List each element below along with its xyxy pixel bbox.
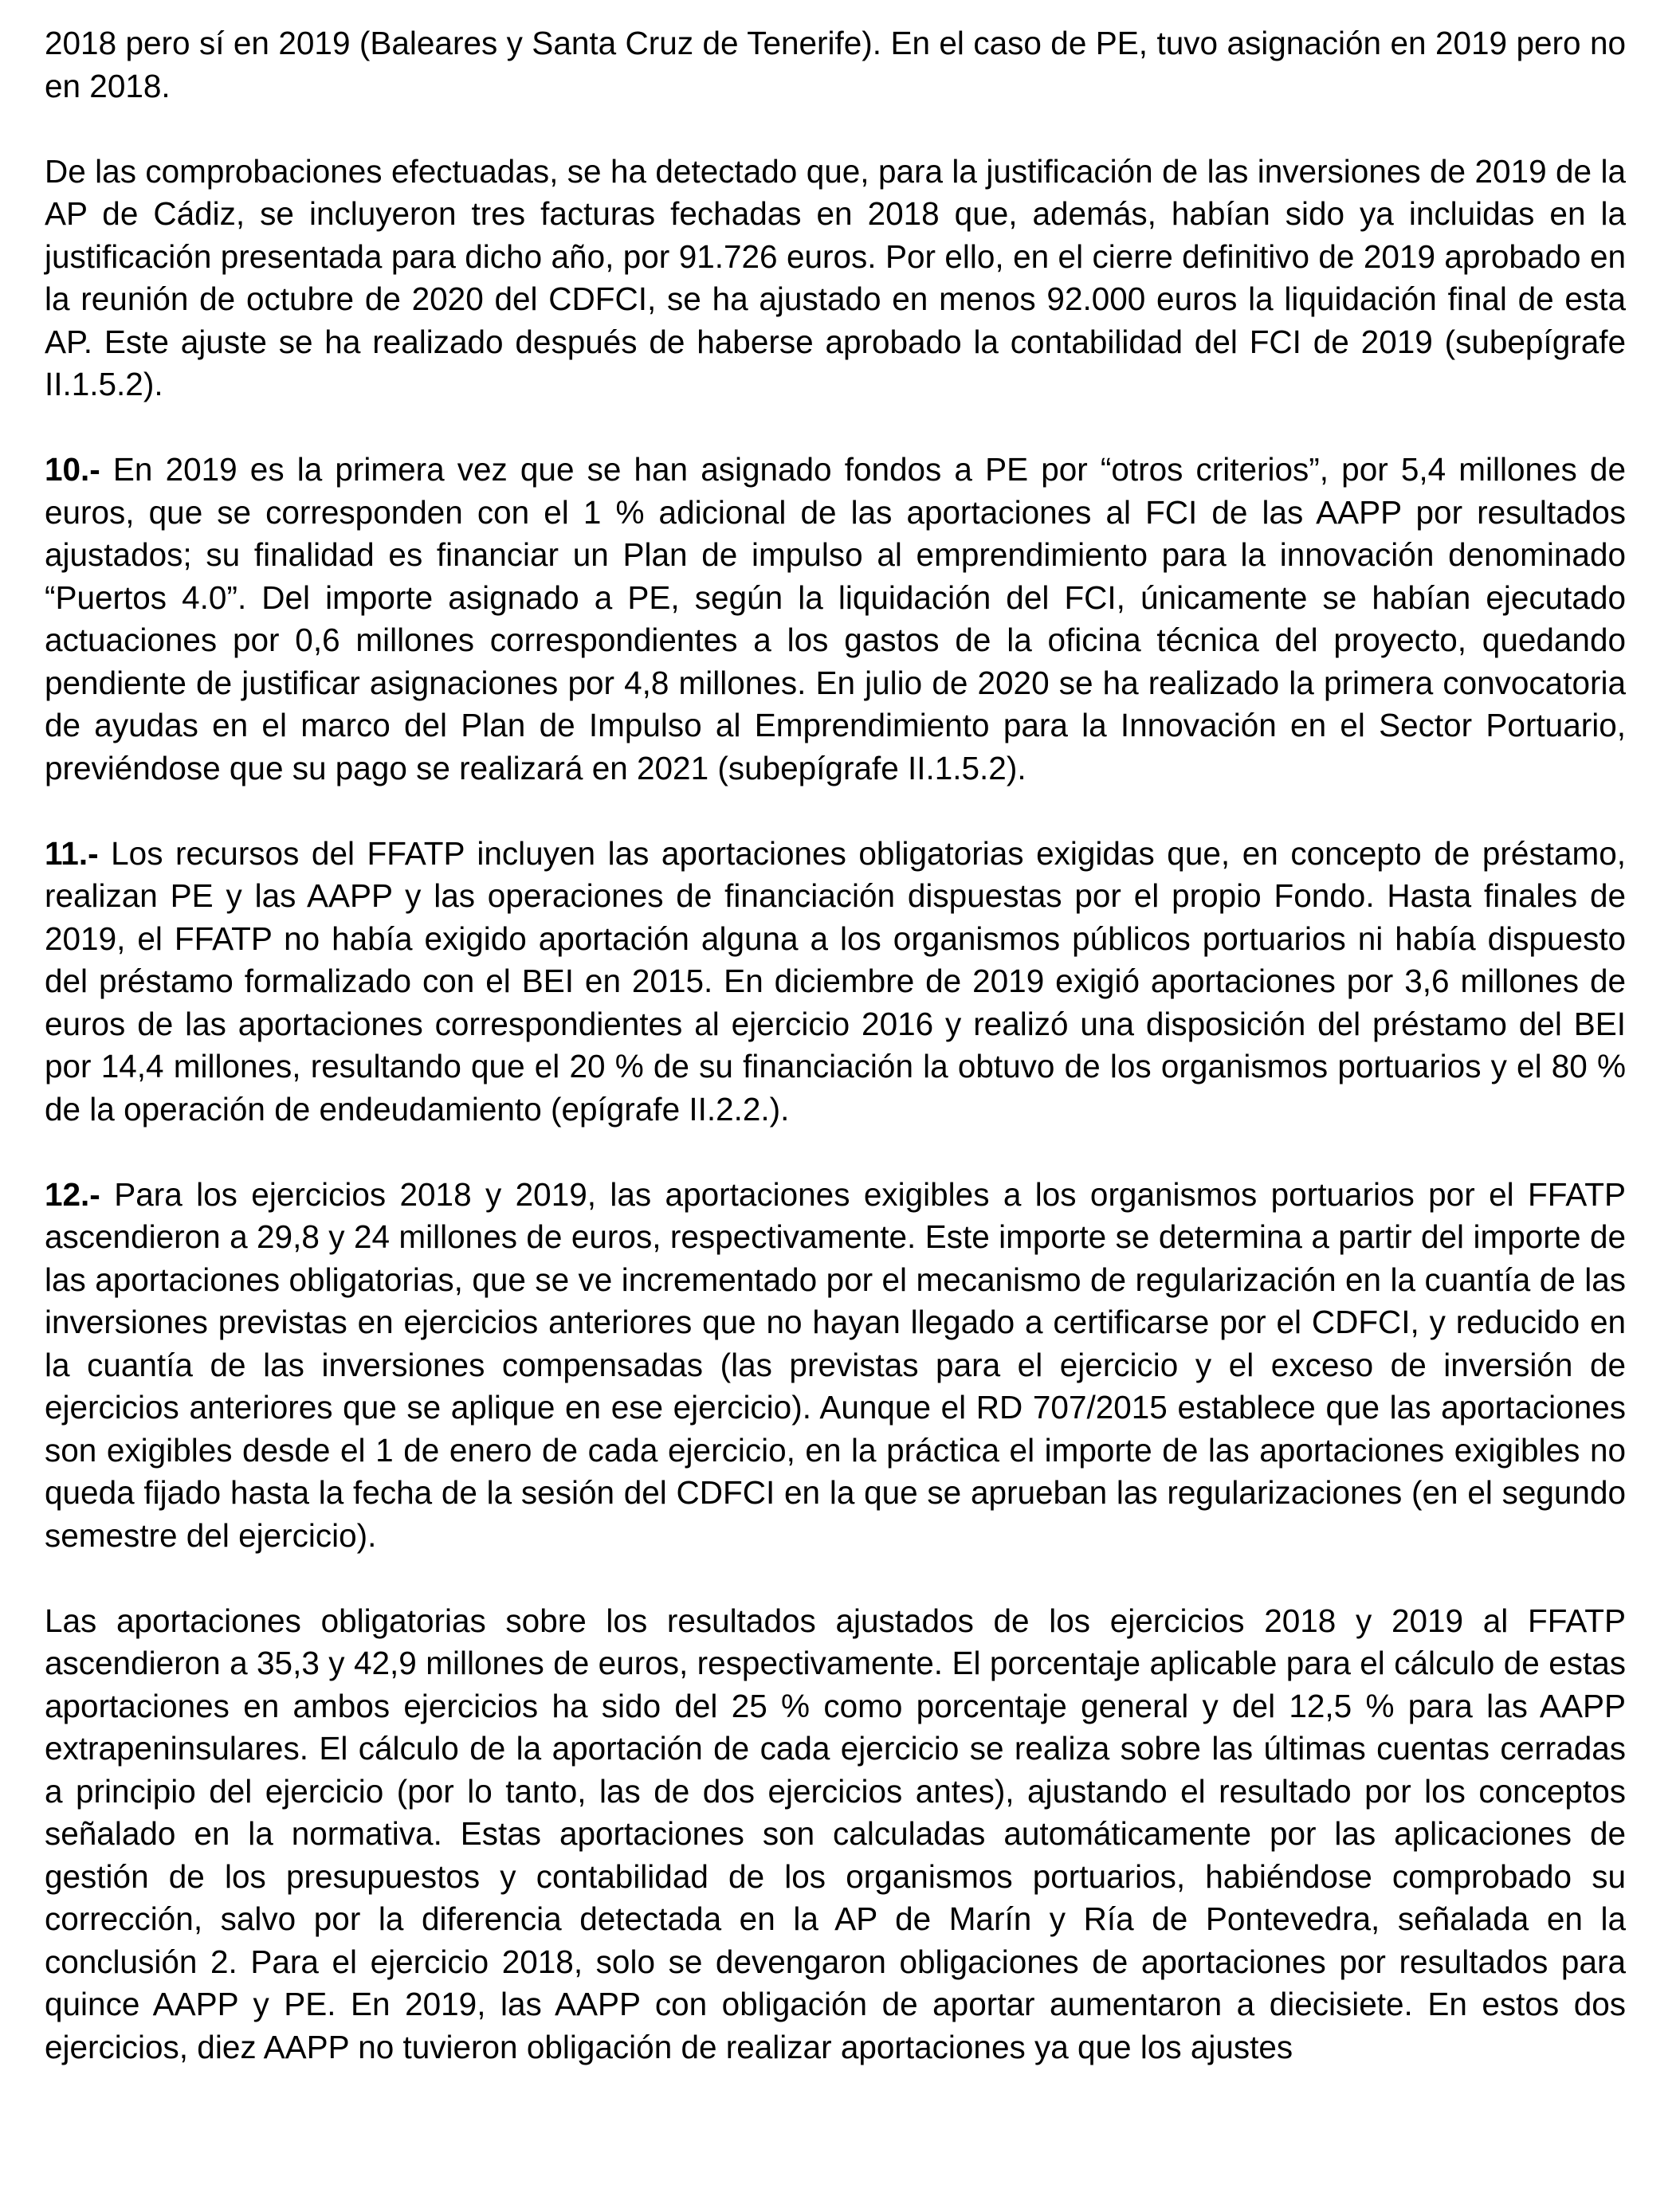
paragraph-number: 12.- — [45, 1175, 100, 1213]
paragraph-11 — [45, 833, 1626, 1131]
paragraph-mandatory-contributions — [45, 1600, 1626, 2069]
paragraph-12 — [45, 1174, 1626, 1558]
paragraph-text: Los recursos del FFATP incluyen las aportaciones obligatorias exigidas que, en concepto de préstamo, realizan PE y las AAPP y las operaciones de financiación dispuestas por el propio Fondo. Hasta finales de 2019, el FFATP no había exigido aportación alguna a los organismos públicos portuarios ni había dispuesto del préstamo formalizado con el BEI en 2015. En diciembre de 2019 exigió aportaciones por 3,6 millones de euros de las aportaciones correspondientes al ejercicio 2016 y realizó una disposición del préstamo del BEI por 14,4 millones, resultando que el 20 % de su financiación la obtuvo de los organismos portuarios y el 80 % de la operación de endeudamiento (epígrafe II.2.2.). — [45, 834, 1626, 1128]
paragraph-number: 11.- — [45, 834, 99, 872]
paragraph-10 — [45, 449, 1626, 790]
paragraph-text: Las aportaciones obligatorias sobre los resultados ajustados de los ejercicios 2018 y 2019 al FFATP ascendieron a 35,3 y 42,9 millones de euros, respectivamente. El porcentaje aplicable para el cálculo de estas aportaciones en ambos ejercicios ha sido del 25 % como porcentaje general y del 12,5 % para las AAPP extrapeninsulares. El cálculo de la aportación de cada ejercicio se realiza sobre las últimas cuentas cerradas a principio del ejercicio (por lo tanto, las de dos ejercicios antes), ajustando el resultado por los conceptos señalado en la normativa. Estas aportaciones son calculadas automáticamente por las aplicaciones de gestión de los presupuestos y contabilidad de los organismos portuarios, habiéndose comprobado su corrección, salvo por la diferencia detectada en la AP de Marín y Ría de Pontevedra, señalada en la conclusión 2. Para el ejercicio 2018, solo se devengaron obligaciones de aportaciones por resultados para quince AAPP y PE. En 2019, las AAPP con obligación de aportar aumentaron a diecisiete. En estos dos ejercicios, diez AAPP no tuvieron obligación de realizar aportaciones ya que los ajustes — [45, 1602, 1626, 2065]
paragraph-number: 10.- — [45, 451, 100, 488]
paragraph-text: Para los ejercicios 2018 y 2019, las aportaciones exigibles a los organismos portuarios por el FFATP ascendieron a 29,8 y 24 millones de euros, respectivamente. Este importe se determina a partir del importe de las aportaciones obligatorias, que se ve incrementado por el mecanismo de regularización en la cuantía de las inversiones previstas en ejercicios anteriores que no hayan llegado a certificarse por el CDFCI, y reducido en la cuantía de las inversiones compensadas (las previstas para el ejercicio y el exceso de inversión de ejercicios anteriores que se aplique en ese ejercicio). Aunque el RD 707/2015 establece que las aportaciones son exigibles desde el 1 de enero de cada ejercicio, en la práctica el importe de las aportaciones exigibles no queda fijado hasta la fecha de la sesión del CDFCI en la que se aprueban las regularizaciones (en el segundo semestre del ejercicio). — [45, 1175, 1626, 1554]
paragraph-continuation — [45, 22, 1626, 108]
paragraph-text: 2018 pero sí en 2019 (Baleares y Santa Cruz de Tenerife). En el caso de PE, tuvo asignación en 2019 pero no en 2018. — [45, 25, 1626, 104]
paragraph-text: De las comprobaciones efectuadas, se ha detectado que, para la justificación de las inversiones de 2019 de la AP de Cádiz, se incluyeron tres facturas fechadas en 2018 que, además, habían sido ya incluidas en la justificación presentada para dicho año, por 91.726 euros. Por ello, en el cierre definitivo de 2019 aprobado en la reunión de octubre de 2020 del CDFCI, se ha ajustado en menos 92.000 euros la liquidación final de esta AP. Este ajuste se ha realizado después de haberse aprobado la contabilidad del FCI de 2019 (subepígrafe II.1.5.2). — [45, 152, 1626, 402]
paragraph-cadiz-invoices — [45, 151, 1626, 406]
document-page — [45, 22, 1626, 2069]
paragraph-text: En 2019 es la primera vez que se han asignado fondos a PE por “otros criterios”, por 5,4 millones de euros, que se corresponden con el 1 % adicional de las aportaciones al FCI de las AAPP por resultados ajustados; su finalidad es financiar un Plan de impulso al emprendimiento para la innovación denominado “Puertos 4.0”. Del importe asignado a PE, según la liquidación del FCI, únicamente se habían ejecutado actuaciones por 0,6 millones correspondientes a los gastos de la oficina técnica del proyecto, quedando pendiente de justificar asignaciones por 4,8 millones. En julio de 2020 se ha realizado la primera convocatoria de ayudas en el marco del Plan de Impulso al Emprendimiento para la Innovación en el Sector Portuario, previéndose que su pago se realizará en 2021 (subepígrafe II.1.5.2). — [45, 451, 1626, 786]
